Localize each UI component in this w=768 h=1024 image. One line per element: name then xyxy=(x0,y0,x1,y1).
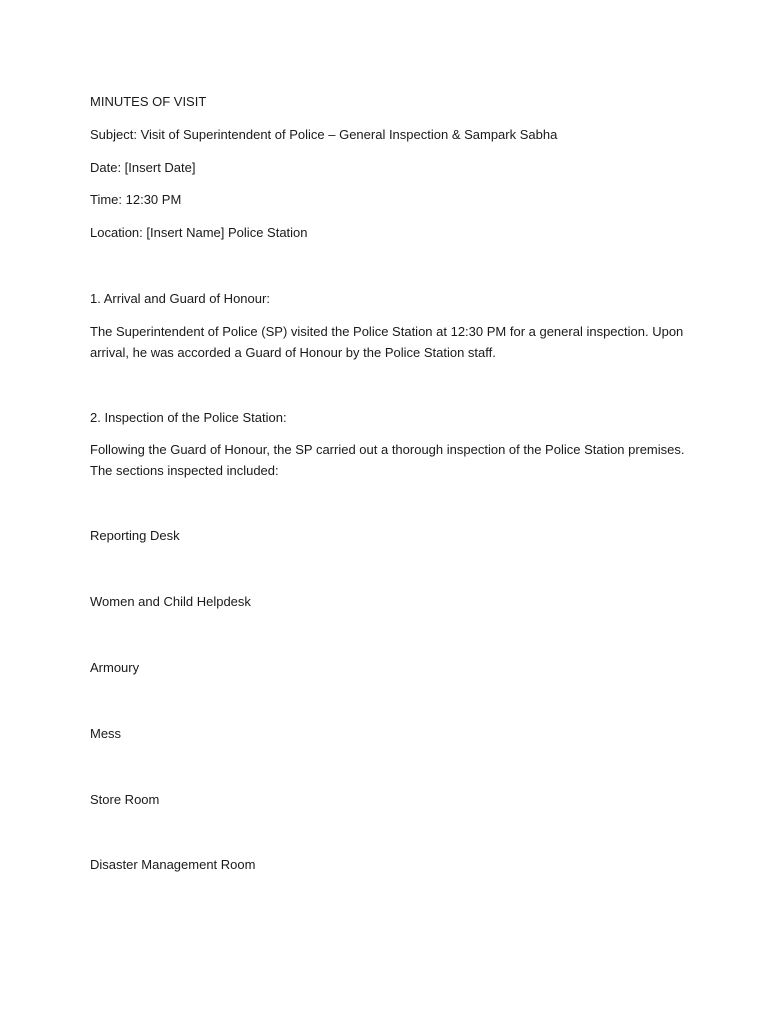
time-line: Time: 12:30 PM xyxy=(90,192,182,207)
section-heading-inspection: 2. Inspection of the Police Station: xyxy=(90,410,287,425)
location-line: Location: [Insert Name] Police Station xyxy=(90,225,308,240)
section-body-arrival-line1: The Superintendent of Police (SP) visited the Police Station at 12:30 PM for a general inspection. Upon xyxy=(90,324,684,339)
date-line: Date: [Insert Date] xyxy=(90,160,196,175)
subject-line: Subject: Visit of Superintendent of Police – General Inspection & Sampark Sabha xyxy=(90,127,558,142)
list-item: Armoury xyxy=(90,660,140,675)
section-body-inspection-line2: The sections inspected included: xyxy=(90,463,279,478)
list-item: Women and Child Helpdesk xyxy=(90,594,251,609)
list-item: Mess xyxy=(90,726,122,741)
section-heading-arrival: 1. Arrival and Guard of Honour: xyxy=(90,291,270,306)
list-item: Reporting Desk xyxy=(90,528,180,543)
section-body-arrival-line2: arrival, he was accorded a Guard of Honour by the Police Station staff. xyxy=(90,345,496,360)
document-title: MINUTES OF VISIT xyxy=(90,94,207,109)
list-item: Disaster Management Room xyxy=(90,857,256,872)
section-body-inspection-line1: Following the Guard of Honour, the SP carried out a thorough inspection of the Police Station premises. xyxy=(90,442,685,457)
list-item: Store Room xyxy=(90,792,160,807)
